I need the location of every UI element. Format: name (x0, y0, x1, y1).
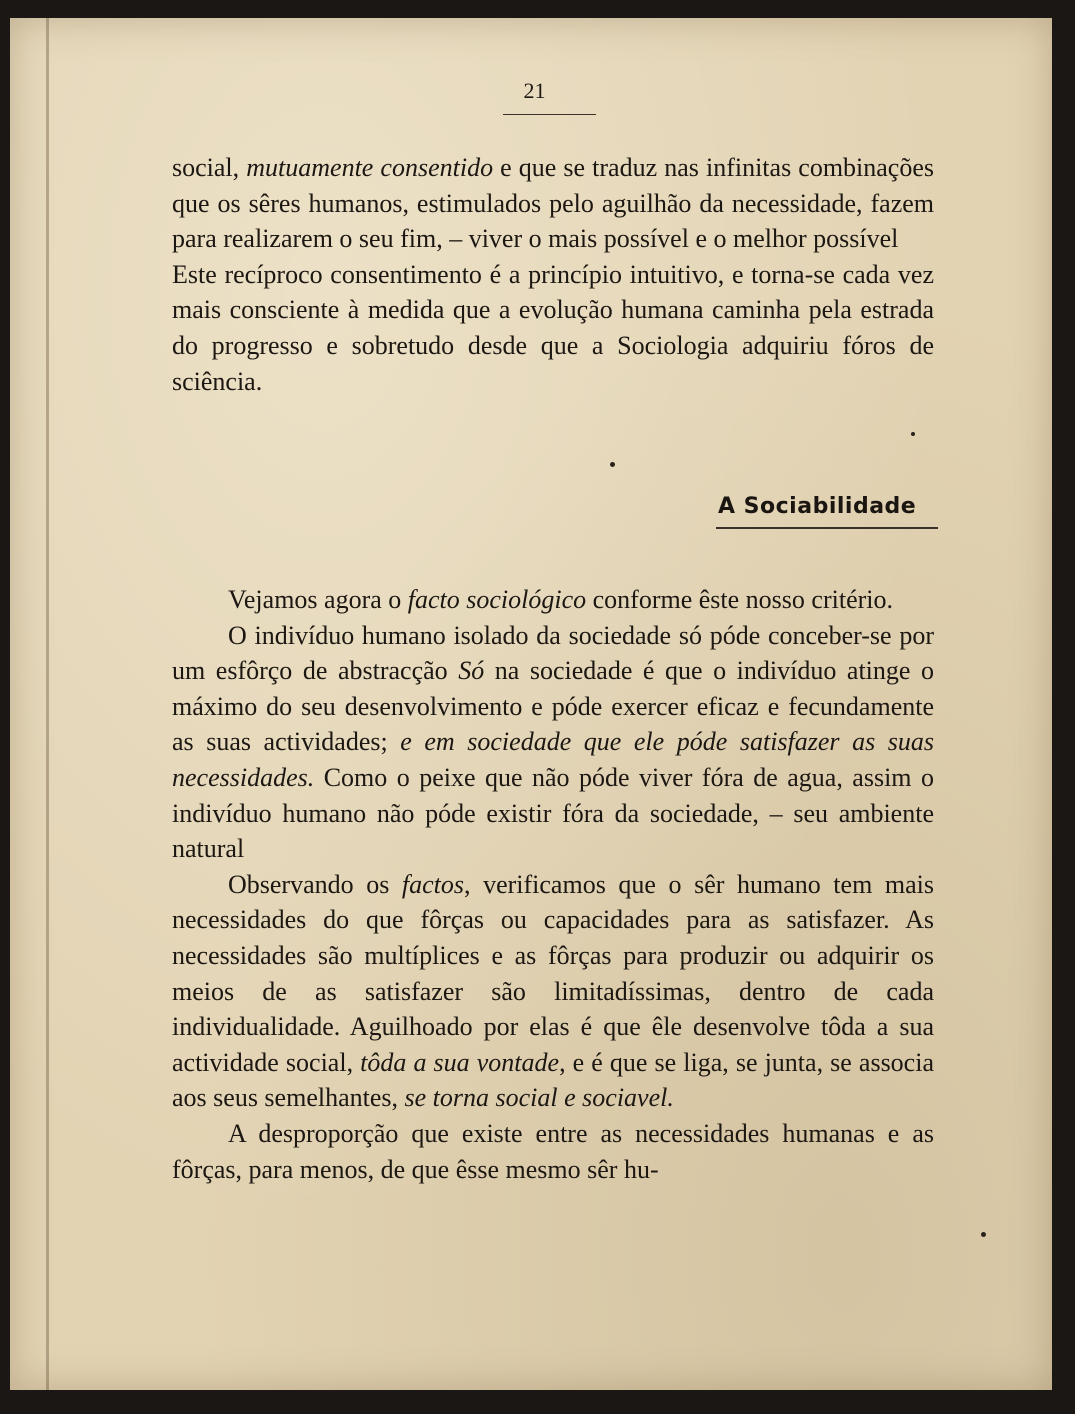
paragraph (172, 150, 934, 257)
text-run: Como o peixe que não póde viver fóra de agua, assim o indivíduo humano não póde existir fóra da sociedade, – seu ambiente natural (172, 762, 934, 864)
text-run: e que se traduz nas infinitas combinações que os sêres humanos, estimulados pelo aguilhão da necessidade, fazem para realizarem o seu fim, – viver o mais possível e o melhor possível (172, 153, 935, 254)
text-run: Observando os (228, 869, 402, 899)
text-run: , e é que se liga, se junta, se associa aos seus semelhantes, (172, 1047, 934, 1113)
text-run-italic: se torna social e sociavel. (404, 1083, 674, 1113)
paragraph (172, 582, 934, 618)
text-run: conforme êste nosso critério. (586, 585, 893, 614)
paragraph (172, 257, 934, 399)
text-run-italic: e em sociedade que ele póde satisfazer as suas necessidades. (172, 727, 935, 792)
text-run-italic: mutuamente consentido (246, 153, 494, 182)
text-run: Vejamos agora o (228, 585, 408, 614)
text-run-italic: Só (458, 656, 485, 686)
paragraph (172, 867, 934, 1116)
paragraph (172, 1116, 934, 1187)
text-run: , verificamos que o sêr humano tem mais necessidades do que fôrças ou capacidades para as satisfazer. As necessidades são multíplices e as fôrças para produzir ou adquirir os meios de as satisfazer são limitadíssimas, dentro de cada individualidade. Aguilhoado por elas é que êle desenvolve tôda a sua actividade social, (172, 869, 934, 1077)
paragraph (172, 618, 934, 867)
text-run: na sociedade é que o indivíduo atinge o máximo do seu desenvolvimento e póde exercer eficaz e fecundamente as suas actividades; (172, 656, 934, 757)
text-run-italic: facto sociológico (407, 585, 587, 614)
section-heading: A Sociabilidade (718, 494, 917, 519)
text-run: social, (172, 153, 247, 182)
text-run: Este recíproco consentimento é a princípio intuitivo, e torna-se cada vez mais consciente à medida que a evolução humana caminha pela estrada do progresso e sobretudo desde que a Sociologia adquiriu fóros de sciência. (172, 259, 934, 396)
page-spine-shadow (46, 18, 49, 1390)
page-number-rule (503, 114, 596, 115)
paper-speck (911, 432, 915, 436)
page-number: 21 (523, 78, 546, 103)
paper-speck (981, 1232, 986, 1237)
text-run: A desproporção que existe entre as necessidades humanas e as fôrças, para menos, de que êsse mesmo sêr hu- (172, 1118, 934, 1184)
text-run-italic: factos (401, 869, 465, 899)
section-heading-rule (716, 527, 938, 529)
body-text-top (172, 150, 934, 399)
text-run: O indivíduo humano isolado da sociedade só póde conceber-se por um esfôrço de abstracção (172, 620, 934, 686)
body-text-bottom (172, 582, 934, 1187)
text-run-italic: tôda a sua vontade (360, 1047, 560, 1077)
paper-speck (610, 462, 615, 467)
